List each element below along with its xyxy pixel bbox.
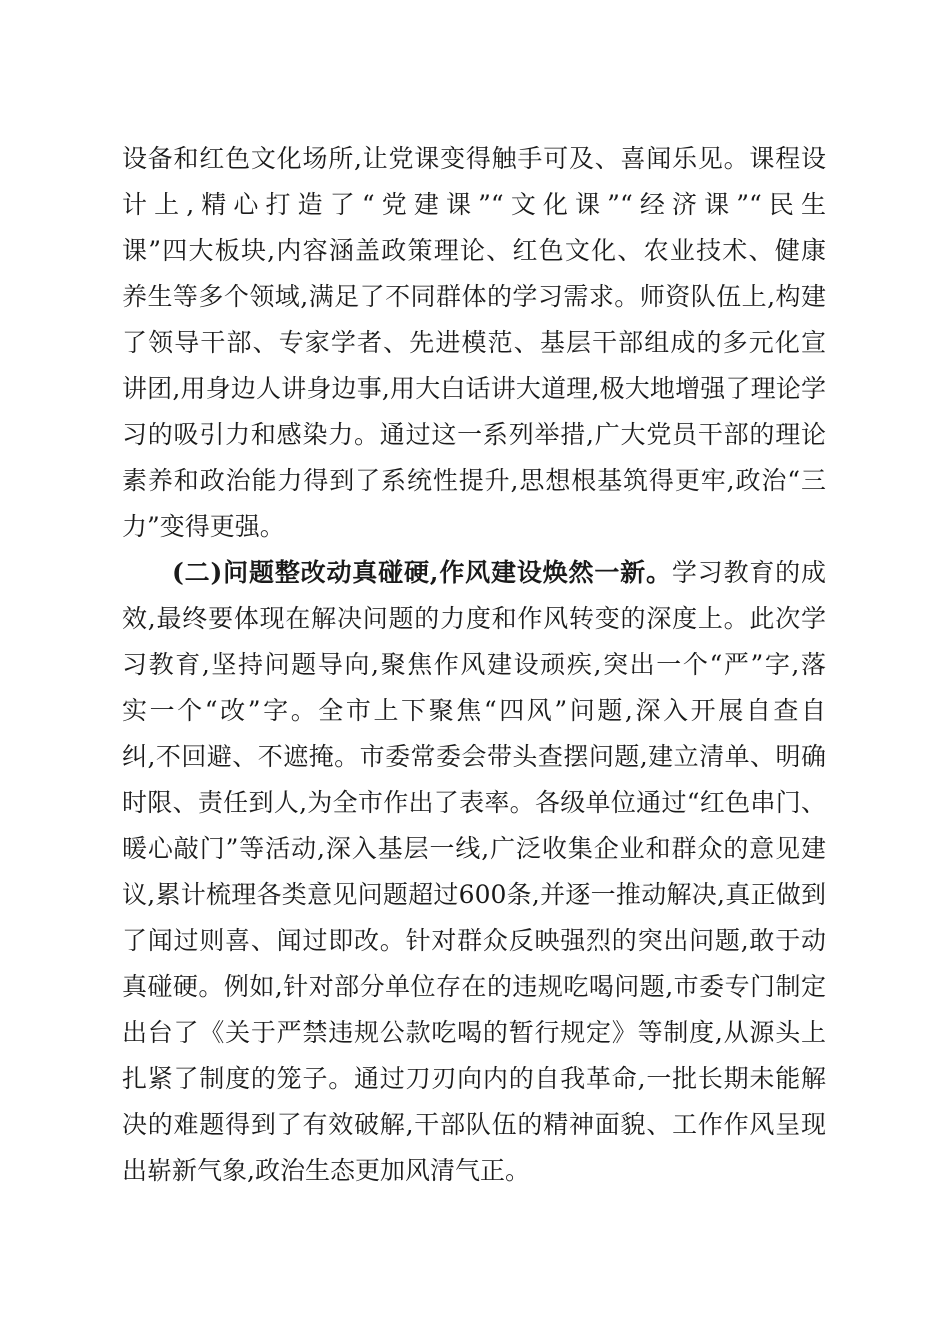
section-heading-line — [172, 551, 826, 595]
body-text-line: 了闻过则喜、闻过即改。针对群众反映强烈的突出问题,敢于动 — [122, 926, 826, 955]
body-text-line: 计上,精心打造了“党建课”“文化课”“经济课”“民生 — [122, 190, 826, 219]
body-text-line: 议,累计梳理各类意见问题超过600条,并逐一推动解决,真正做到 — [122, 880, 826, 909]
body-text-line: 扎紧了制度的笼子。通过刀刃向内的自我革命,一批长期未能解 — [122, 1064, 826, 1093]
body-text-line: 课”四大板块,内容涵盖政策理论、红色文化、农业技术、健康 — [122, 236, 826, 265]
body-text-line: 素养和政治能力得到了系统性提升,思想根基筑得更牢,政治“三 — [122, 466, 826, 495]
body-text-line: 效,最终要体现在解决问题的力度和作风转变的深度上。此次学 — [122, 604, 826, 633]
body-text-line: 习的吸引力和感染力。通过这一系列举措,广大党员干部的理论 — [122, 420, 826, 449]
section-heading-continuation: 学习教育的成 — [671, 558, 826, 587]
body-text-line: 了领导干部、专家学者、先进模范、基层干部组成的多元化宣 — [122, 328, 826, 357]
body-text-line: 时限、责任到人,为全市作出了表率。各级单位通过“红色串门、 — [122, 788, 826, 817]
section-heading: (二)问题整改动真碰硬,作风建设焕然一新。 — [172, 558, 672, 587]
body-text-line: 习教育,坚持问题导向,聚焦作风建设顽疾,突出一个“严”字,落 — [122, 650, 826, 679]
body-text-line: 出台了《关于严禁违规公款吃喝的暂行规定》等制度,从源头上 — [122, 1018, 826, 1047]
body-text-line: 实一个“改”字。全市上下聚焦“四风”问题,深入开展自查自 — [122, 696, 826, 725]
body-text-line: 养生等多个领域,满足了不同群体的学习需求。师资队伍上,构建 — [122, 282, 826, 311]
body-text-line: 力”变得更强。 — [122, 512, 285, 541]
body-text-line: 出崭新气象,政治生态更加风清气正。 — [122, 1156, 530, 1185]
body-text-line: 设备和红色文化场所,让党课变得触手可及、喜闻乐见。课程设 — [122, 144, 826, 173]
body-text-line: 讲团,用身边人讲身边事,用大白话讲大道理,极大地增强了理论学 — [122, 374, 826, 403]
body-text-line: 决的难题得到了有效破解,干部队伍的精神面貌、工作作风呈现 — [122, 1110, 826, 1139]
body-text-line: 暖心敲门”等活动,深入基层一线,广泛收集企业和群众的意见建 — [122, 834, 826, 863]
body-text-line: 真碰硬。例如,针对部分单位存在的违规吃喝问题,市委专门制定 — [122, 972, 826, 1001]
body-text-line: 纠,不回避、不遮掩。市委常委会带头查摆问题,建立清单、明确 — [122, 742, 826, 771]
